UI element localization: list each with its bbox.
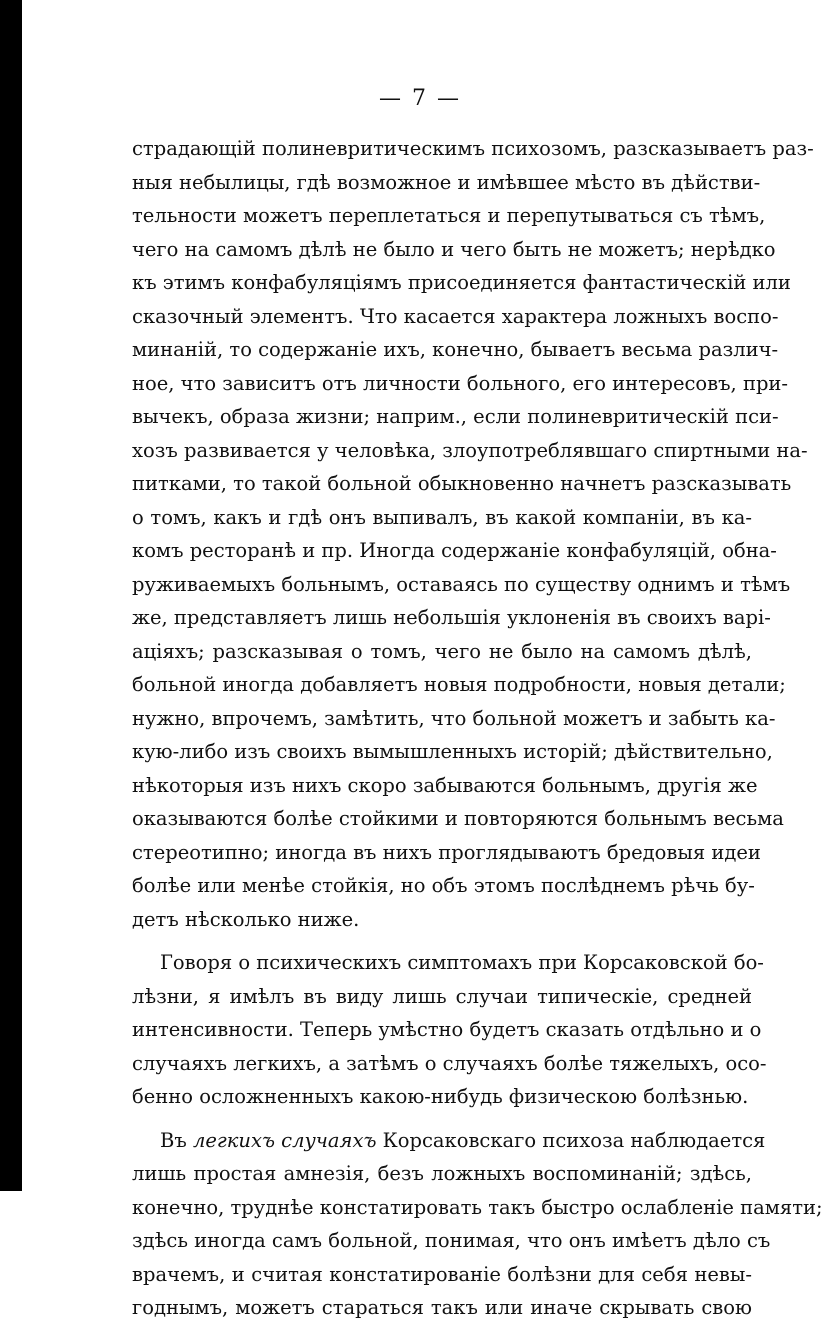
text-line: руживаемыхъ больнымъ, оставаясь по существу однимъ и тѣмъ bbox=[132, 572, 791, 596]
text-line bbox=[132, 1124, 766, 1158]
text-line: сказочный элементъ. Что касается характера ложныхъ воспо- bbox=[132, 304, 779, 328]
text-line: ныя небылицы, гдѣ возможное и имѣвшее мѣсто въ дѣйстви- bbox=[132, 170, 761, 194]
scan-edge-shadow bbox=[0, 0, 22, 1191]
text-line: нужно, впрочемъ, замѣтить, что больной можетъ и забыть ка- bbox=[132, 706, 776, 730]
text-line: о томъ, какъ и гдѣ онъ выпивалъ, въ какой компаніи, въ ка- bbox=[132, 505, 752, 529]
page-number: — 7 — bbox=[379, 86, 461, 111]
text-line: тельности можетъ переплетаться и перепутываться съ тѣмъ, bbox=[132, 204, 766, 227]
text-line: къ этимъ конфабуляціямъ присоединяется фантастическій или bbox=[132, 271, 791, 294]
text-line: стереотипно; иногда въ нихъ проглядываютъ бредовыя идеи bbox=[132, 840, 761, 864]
text-line: Говоря о психическихъ симптомахъ при Корсаковской бо- bbox=[160, 951, 764, 974]
text-line: годнымъ, можетъ стараться такъ или иначе скрывать свою bbox=[132, 1296, 752, 1319]
text-line: ное, что зависитъ отъ личности больного, его интересовъ, при- bbox=[132, 371, 789, 395]
text-line: комъ ресторанѣ и пр. Иногда содержаніе конфабуляцій, обна- bbox=[132, 539, 777, 562]
text-line: аціяхъ; разсказывая о томъ, чего не было на самомъ дѣлѣ, bbox=[132, 639, 752, 663]
page-body bbox=[132, 132, 823, 1325]
paragraph-3 bbox=[132, 1124, 823, 1325]
text-line: страдающій полиневритическимъ психозомъ, разсказываетъ раз- bbox=[132, 137, 814, 160]
text-line: оказываются болѣе стойкими и повторяются больнымъ весьма bbox=[132, 807, 784, 830]
text-line: лишь простая амнезія, безъ ложныхъ воспоминаній; здѣсь, bbox=[132, 1162, 752, 1185]
text-line: конечно, труднѣе констатировать такъ быстро ослабленіе памяти; bbox=[132, 1195, 823, 1219]
text-line: минаній, то содержаніе ихъ, конечно, бываетъ весьма различ- bbox=[132, 338, 779, 361]
text-line: же, представляетъ лишь небольшія уклоненія въ своихъ варі- bbox=[132, 606, 771, 629]
text-line: детъ нѣсколько ниже. bbox=[132, 907, 360, 931]
text-fragment: Корсаковскаго психоза наблюдается bbox=[376, 1128, 766, 1152]
text-line: интенсивности. Теперь умѣстно будетъ сказать отдѣльно и о bbox=[132, 1018, 762, 1041]
text-line: кую-либо изъ своихъ вымышленныхъ исторій; дѣйствительно, bbox=[132, 740, 773, 763]
text-line: случаяхъ легкихъ, а затѣмъ о случаяхъ болѣе тяжелыхъ, осо- bbox=[132, 1051, 767, 1075]
text-fragment: Въ bbox=[160, 1128, 193, 1152]
text-line: вычекъ, образа жизни; наприм., если полиневритическій пси- bbox=[132, 405, 779, 428]
text-line: больной иногда добавляетъ новыя подробности, новыя детали; bbox=[132, 673, 786, 696]
text-line: питками, то такой больной обыкновенно начнетъ разсказывать bbox=[132, 472, 792, 495]
paragraph-1 bbox=[132, 132, 814, 936]
text-line: здѣсь иногда самъ больной, понимая, что онъ имѣетъ дѣло съ bbox=[132, 1229, 771, 1252]
text-line: нѣкоторыя изъ нихъ скоро забываются больнымъ, другія же bbox=[132, 773, 758, 797]
italic-emphasis: легкихъ случаяхъ bbox=[192, 1128, 377, 1152]
text-line: чего на самомъ дѣлѣ не было и чего быть не можетъ; нерѣдко bbox=[132, 237, 776, 261]
text-line: лѣзни, я имѣлъ въ виду лишь случаи типическіе, средней bbox=[132, 984, 752, 1008]
text-line: бенно осложненныхъ какою-нибудь физическою болѣзнью. bbox=[132, 1085, 749, 1108]
text-line: хозъ развивается у человѣка, злоупотреблявшаго спиртными на- bbox=[132, 438, 808, 462]
text-line: врачемъ, и считая констатированіе болѣзни для себя невы- bbox=[132, 1262, 752, 1286]
paragraph-2 bbox=[132, 946, 767, 1114]
text-line: болѣе или менѣе стойкія, но объ этомъ послѣднемъ рѣчь бу- bbox=[132, 874, 755, 897]
